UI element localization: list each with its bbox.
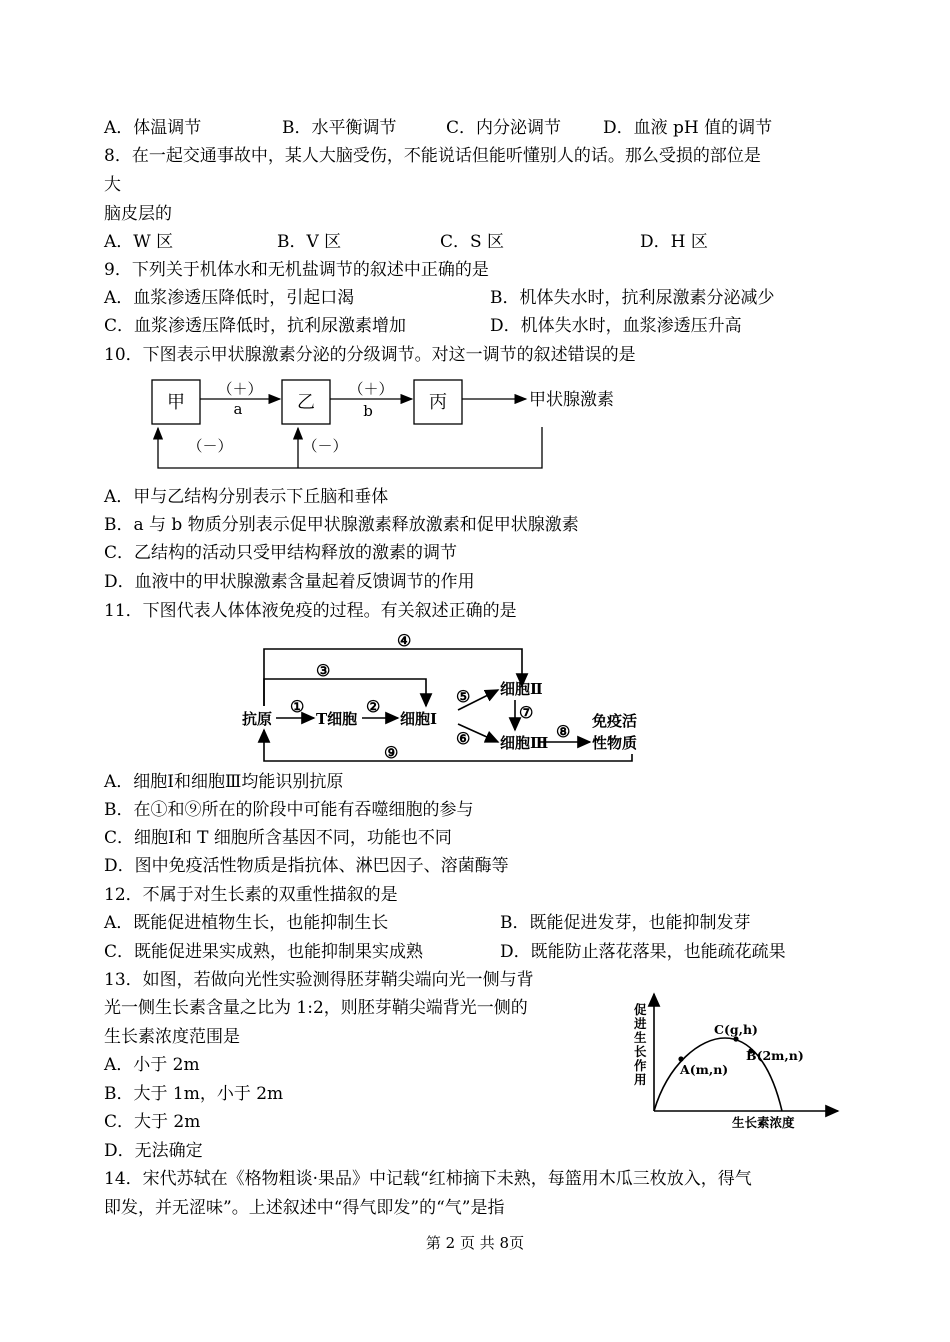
cell1-label: 细胞Ⅰ [400, 710, 438, 728]
minus-label-2: （－） [302, 437, 348, 455]
point-c-label: C(g,h) [714, 1022, 758, 1037]
q10-option-c: C．乙结构的活动只受甲结构释放的激素的调节 [104, 543, 458, 563]
q11-option-a: A．细胞Ⅰ和细胞Ⅲ均能识别抗原 [104, 772, 344, 792]
thyroid-hormone-label: 甲状腺激素 [529, 390, 614, 410]
y-axis-label-3: 生 [634, 1030, 647, 1045]
q8-stem-cont: 大 [104, 175, 121, 195]
q13-stem-cont: 光一侧生长素含量之比为 1:2，则胚芽鞘尖端背光一侧的 [104, 998, 528, 1018]
q13-option-c: C．大于 2m [104, 1112, 201, 1132]
q11-option-b: B．在①和⑨所在的阶段中可能有吞噬细胞的参与 [104, 800, 474, 820]
point-c-marker [733, 1036, 738, 1041]
point-a-marker [678, 1056, 683, 1061]
q12-option-c: C．既能促进果实成熟，也能抑制果实成熟 [104, 942, 424, 962]
step-1: ① [290, 697, 305, 716]
q8-option-d: D．H 区 [640, 232, 708, 252]
q8-option-c: C．S 区 [440, 232, 505, 252]
step-2: ② [366, 697, 381, 716]
auxin-growth-graph [630, 988, 845, 1133]
point-a-label: A(m,n) [680, 1062, 729, 1077]
y-axis-label-2: 进 [634, 1016, 647, 1031]
x-axis-label: 生长素浓度 [732, 1115, 795, 1130]
q12-option-b: B．既能促进发芽，也能抑制发芽 [500, 913, 751, 933]
immune-product-line2: 性物质 [592, 734, 638, 752]
cell2-label: 细胞Ⅱ [500, 680, 543, 698]
q7-option-b: B．水平衡调节 [282, 118, 397, 138]
thyroid-regulation-diagram [140, 372, 640, 472]
page-footer: 第 2 页 共 8页 [425, 1234, 525, 1252]
q12-stem: 12．不属于对生长素的双重性描叙的是 [104, 885, 398, 905]
q8-stem-cont2: 脑皮层的 [104, 204, 172, 224]
q9-option-b: B．机体失水时，抗利尿激素分泌减少 [490, 288, 775, 308]
q9-option-d: D．机体失水时，血浆渗透压升高 [490, 316, 742, 336]
q10-stem: 10．下图表示甲状腺激素分泌的分级调节。对这一调节的叙述错误的是 [104, 345, 636, 365]
humoral-immunity-diagram [240, 630, 660, 766]
box-yi-label: 乙 [297, 392, 315, 413]
step-3: ③ [316, 661, 331, 680]
q9-option-c: C．血浆渗透压降低时，抗利尿激素增加 [104, 316, 407, 336]
q8-stem: 8．在一起交通事故中，某人大脑受伤，不能说话但能听懂别人的话。那么受损的部位是 [104, 146, 761, 166]
y-axis-label-4: 长 [634, 1044, 647, 1059]
q7-option-d: D．血液 pH 值的调节 [603, 118, 773, 138]
antigen-label: 抗原 [242, 710, 273, 728]
q12-option-d: D．既能防止落花落果，也能疏花疏果 [500, 942, 786, 962]
t-cell-label: T细胞 [316, 710, 358, 728]
q13-option-b: B．大于 1m，小于 2m [104, 1084, 284, 1104]
q9-option-a: A．血浆渗透压降低时，引起口渴 [104, 288, 355, 308]
box-jia-label: 甲 [167, 392, 185, 413]
q10-option-d: D．血液中的甲状腺激素含量起着反馈调节的作用 [104, 572, 475, 592]
q10-option-b: B．a 与 b 物质分别表示促甲状腺激素释放激素和促甲状腺激素 [104, 515, 579, 535]
box-bing-label: 丙 [429, 392, 447, 413]
q14-stem-cont: 即发，并无涩味”。上述叙述中“得气即发”的“气”是指 [104, 1198, 505, 1218]
substance-b-label: b [363, 402, 373, 420]
minus-label-1: （－） [187, 437, 233, 455]
step-8: ⑧ [556, 722, 571, 741]
step-5: ⑤ [456, 687, 471, 706]
arrow-9 [264, 730, 632, 761]
y-axis-label-5: 作 [634, 1058, 647, 1073]
q11-option-d: D．图中免疫活性物质是指抗体、淋巴因子、溶菌酶等 [104, 856, 509, 876]
step-4: ④ [397, 631, 412, 650]
q8-option-a: A．W 区 [104, 232, 174, 252]
y-axis-label-6: 用 [634, 1072, 647, 1087]
substance-a-label: a [233, 400, 243, 418]
step-6: ⑥ [456, 729, 471, 748]
q12-option-a: A．既能促进植物生长，也能抑制生长 [104, 913, 389, 933]
plus-label-1: （＋） [217, 380, 263, 398]
q13-stem: 13．如图，若做向光性实验测得胚芽鞘尖端向光一侧与背 [104, 970, 534, 990]
cell3-label: 细胞Ⅲ [500, 734, 549, 752]
step-7: ⑦ [519, 703, 534, 722]
immune-product-line1: 免疫活 [592, 712, 638, 730]
q13-option-a: A．小于 2m [104, 1055, 200, 1075]
step-9: ⑨ [384, 743, 399, 762]
q13-option-d: D．无法确定 [104, 1141, 203, 1161]
q14-stem: 14．宋代苏轼在《格物粗谈·果品》中记载“红柿摘下未熟，每篮用木瓜三枚放入，得气 [104, 1169, 752, 1189]
q11-option-c: C．细胞Ⅰ和 T 细胞所含基因不同，功能也不同 [104, 828, 452, 848]
q13-stem-cont2: 生长素浓度范围是 [104, 1027, 240, 1047]
y-axis-label-1: 促 [634, 1002, 647, 1017]
q11-stem: 11．下图代表人体体液免疫的过程。有关叙述正确的是 [104, 601, 517, 621]
q7-option-c: C．内分泌调节 [446, 118, 562, 138]
q9-stem: 9．下列关于机体水和无机盐调节的叙述中正确的是 [104, 260, 489, 280]
q7-option-a: A．体温调节 [104, 118, 202, 138]
point-b-label: B(2m,n) [746, 1048, 804, 1063]
arrow-3 [264, 679, 426, 706]
plus-label-2: （＋） [348, 380, 394, 398]
q10-option-a: A．甲与乙结构分别表示下丘脑和垂体 [104, 487, 389, 507]
q8-option-b: B．V 区 [277, 232, 342, 252]
